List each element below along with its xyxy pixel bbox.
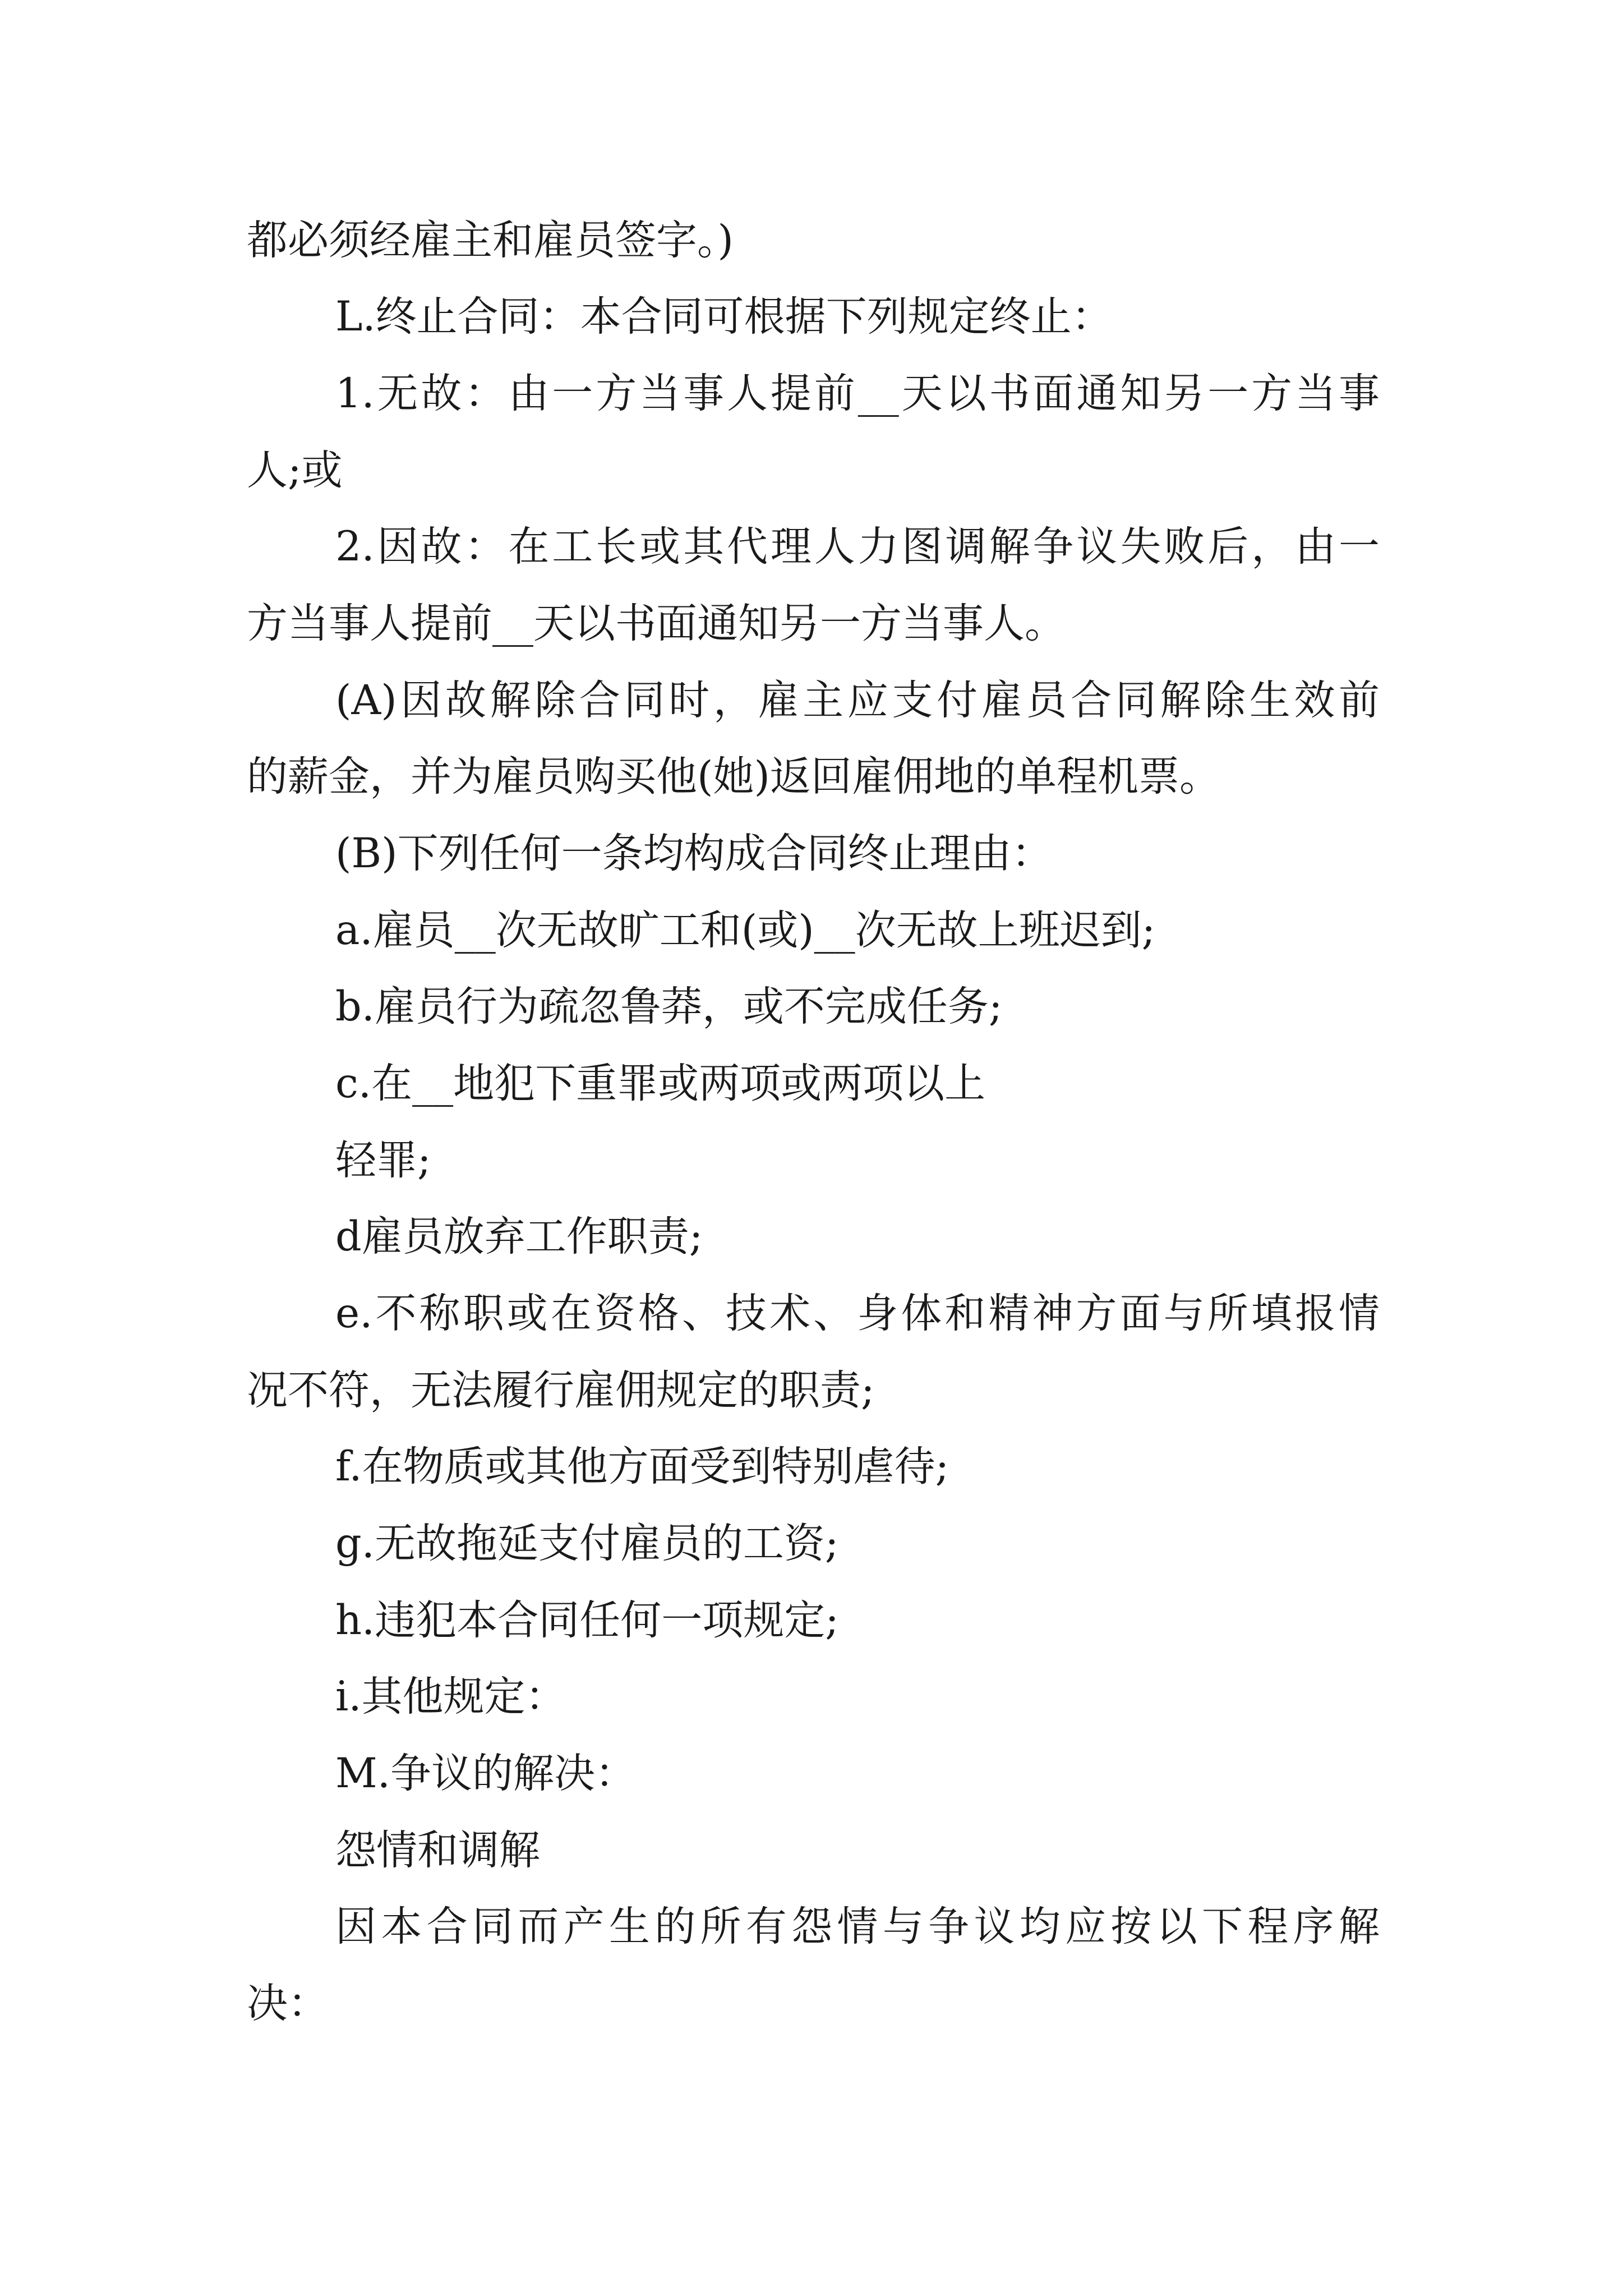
text-line-2: L.终止合同：本合同可根据下列规定终止： (335, 293, 1113, 341)
text-line-19: h.违犯本合同任何一项规定; (335, 1596, 839, 1644)
text-line-20: i.其他规定： (335, 1673, 566, 1720)
text-line-23: 因本合同而产生的所有怨情与争议均应按以下程序解 (335, 1903, 1380, 1950)
text-line-9: (B)下列任何一条均构成合同终止理由： (335, 830, 1053, 877)
text-line-12: c.在__地犯下重罪或两项或两项以上 (335, 1060, 986, 1107)
text-line-22: 怨情和调解 (335, 1826, 540, 1874)
text-line-4: 人;或 (247, 447, 343, 494)
text-line-5: 2.因故：在工长或其代理人力图调解争议失败后，由一 (335, 523, 1380, 570)
text-line-17: f.在物质或其他方面受到特别虐待; (335, 1443, 949, 1490)
text-line-8: 的薪金，并为雇员购买他(她)返回雇佣地的单程机票。 (247, 753, 1220, 800)
text-line-7: (A)因故解除合同时，雇主应支付雇员合同解除生效前 (335, 677, 1380, 724)
text-line-13: 轻罪; (335, 1137, 431, 1184)
text-line-3: 1.无故：由一方当事人提前__天以书面通知另一方当事 (335, 370, 1380, 417)
text-line-1: 都必须经雇主和雇员签字。) (247, 217, 734, 264)
text-line-16: 况不符，无法履行雇佣规定的职责; (247, 1366, 875, 1414)
text-line-6: 方当事人提前__天以书面通知另一方当事人。 (247, 600, 1066, 647)
text-line-14: d雇员放弃工作职责; (335, 1213, 703, 1260)
text-line-18: g.无故拖延支付雇员的工资; (335, 1520, 839, 1567)
text-line-21: M.争议的解决： (335, 1750, 636, 1797)
text-line-24: 决： (247, 1980, 329, 2027)
text-line-15: e.不称职或在资格、技术、身体和精神方面与所填报情 (335, 1290, 1380, 1337)
text-line-10: a.雇员__次无故旷工和(或)__次无故上班迟到; (335, 907, 1156, 954)
text-line-11: b.雇员行为疏忽鲁莽，或不完成任务; (335, 983, 1003, 1030)
